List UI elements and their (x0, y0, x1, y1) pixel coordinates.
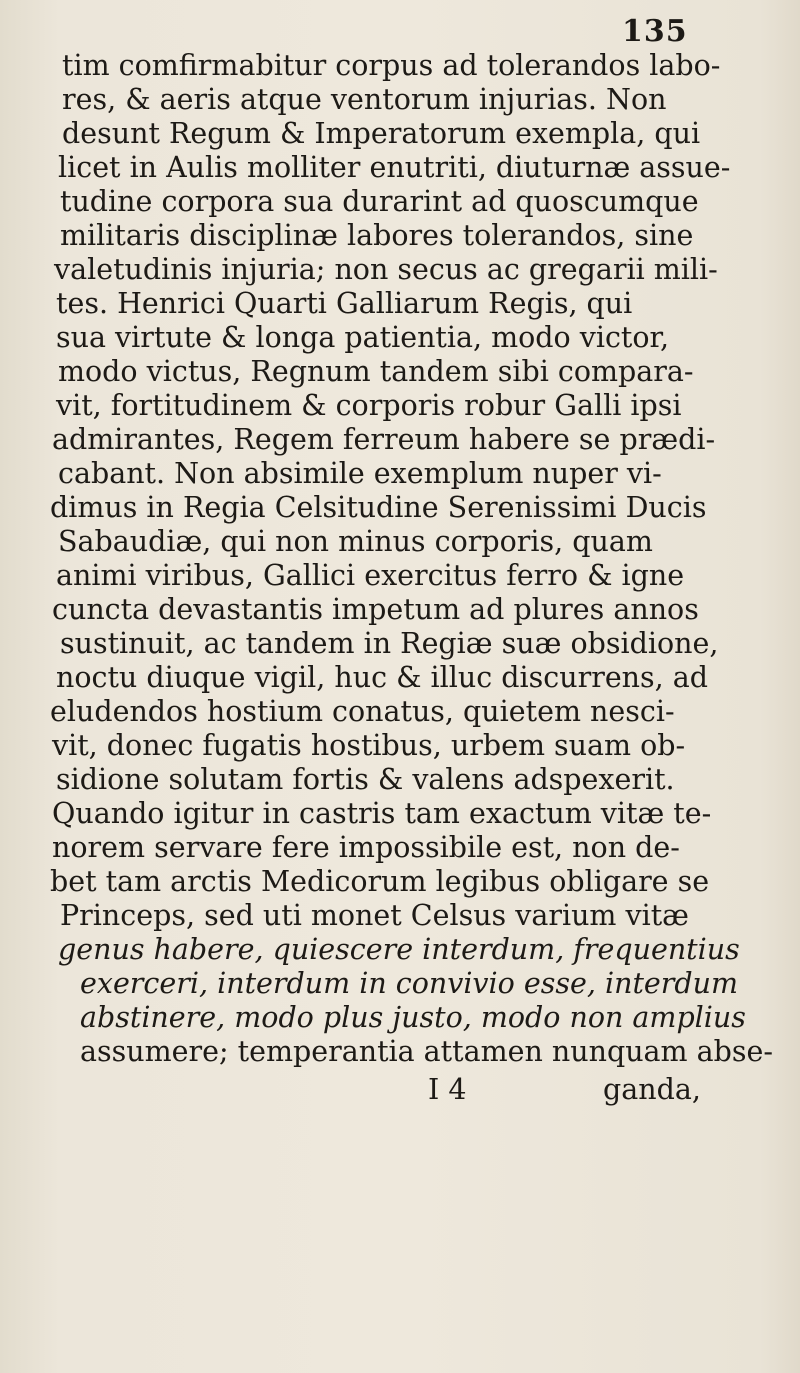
text-line: tudine corpora sua durarint ad quoscumque (60, 185, 699, 218)
catchword: ganda, (603, 1073, 701, 1106)
text-line: Quando igitur in castris tam exactum vitæ te- (52, 797, 712, 830)
text-line: militaris disciplinæ labores tolerandos, sine (60, 219, 694, 252)
text-line: sidione solutam fortis & valens adspexerit. (56, 763, 675, 796)
text-line: modo victus, Regnum tandem sibi compara- (58, 355, 694, 388)
text-line: dimus in Regia Celsitudine Serenissimi Ducis (50, 491, 707, 524)
text-line: eludendos hostium conatus, quietem nesci- (50, 695, 675, 728)
text-line: res, & aeris atque ventorum injurias. Non (62, 83, 667, 116)
text-line: genus habere, quiescere interdum, frequentius (58, 933, 740, 966)
text-line: Sabaudiæ, qui non minus corporis, quam (58, 525, 653, 558)
text-line: vit, fortitudinem & corporis robur Galli ipsi (56, 389, 682, 422)
text-line: licet in Aulis molliter enutriti, diuturnæ assue- (58, 151, 731, 184)
text-line: desunt Regum & Imperatorum exempla, qui (62, 117, 701, 150)
text-line: sustinuit, ac tandem in Regiæ suæ obsidione, (60, 627, 719, 660)
text-line: norem servare fere impossibile est, non de- (52, 831, 680, 864)
text-line: Princeps, sed uti monet Celsus varium vitæ (60, 899, 689, 932)
text-line: bet tam arctis Medicorum legibus obligare se (50, 865, 710, 898)
text-line: sua virtute & longa patientia, modo victor, (56, 321, 670, 354)
text-line: admirantes, Regem ferreum habere se prædi- (52, 423, 716, 456)
text-line: cuncta devastantis impetum ad plures annos (52, 593, 699, 626)
text-line: assumere; temperantia attamen nunquam abse- (80, 1035, 773, 1068)
text-line: animi viribus, Gallici exercitus ferro & igne (56, 559, 685, 592)
text-line: tes. Henrici Quarti Galliarum Regis, qui (56, 287, 633, 320)
text-line: vit, donec fugatis hostibus, urbem suam ob- (52, 729, 686, 762)
page-number: 135 (622, 14, 688, 49)
text-line: valetudinis injuria; non secus ac gregarii mili- (54, 253, 718, 286)
text-line: cabant. Non absimile exemplum nuper vi- (58, 457, 662, 490)
signature-mark: I 4 (428, 1073, 467, 1106)
text-line: abstinere, modo plus justo, modo non amplius (80, 1001, 746, 1034)
text-line: exerceri, interdum in convivio esse, interdum (80, 967, 739, 1000)
text-line: noctu diuque vigil, huc & illuc discurrens, ad (56, 661, 709, 694)
text-line: tim comfirmabitur corpus ad tolerandos labo- (62, 49, 721, 82)
